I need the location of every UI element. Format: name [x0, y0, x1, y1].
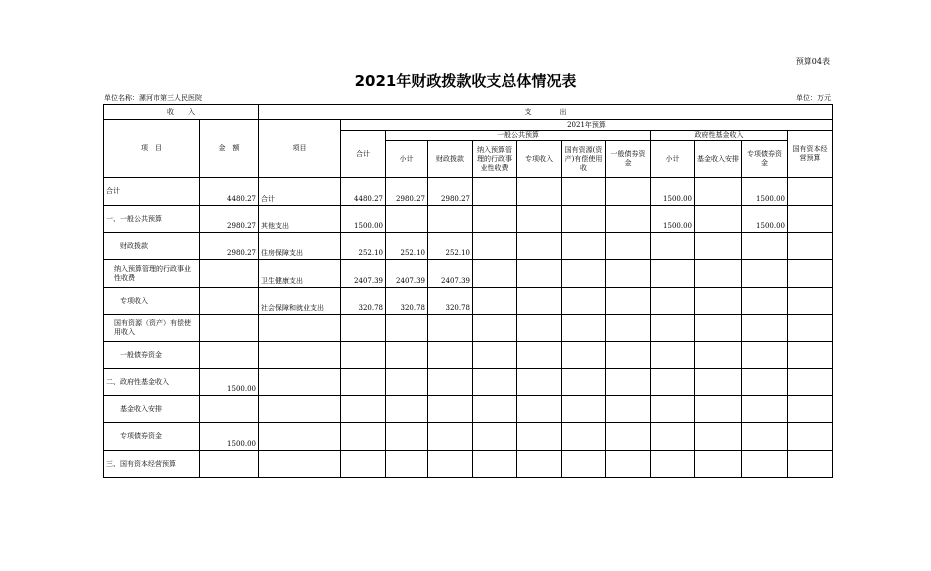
unit-name: 单位名称：漯河市第三人民医院: [104, 94, 202, 102]
naru-header: 纳入预算管理的行政事业性收费: [473, 141, 517, 178]
farrange-cell: [695, 342, 742, 369]
farrange-cell: [695, 315, 742, 342]
farrange-cell: [695, 233, 742, 260]
debt-cell: [606, 423, 651, 451]
debt-cell: [606, 342, 651, 369]
sub-cell: 320.78: [386, 288, 428, 315]
special-cell: [517, 369, 562, 396]
fbond-cell: [742, 288, 788, 315]
fbond-cell: [742, 451, 788, 478]
exp-cell: [259, 369, 341, 396]
fsub-cell: [651, 315, 695, 342]
naru-cell: [473, 451, 517, 478]
farrange-cell: [695, 369, 742, 396]
total-cell: 320.78: [341, 288, 386, 315]
income-item-cell: 专项收入: [104, 288, 200, 315]
naru-cell: [473, 342, 517, 369]
fiscal-cell: [428, 206, 473, 233]
fbond-cell: [742, 423, 788, 451]
capital-cell: [788, 206, 833, 233]
fbond-cell: [742, 396, 788, 423]
fsub-cell: [651, 396, 695, 423]
fiscal-header: 财政拨款: [428, 141, 473, 178]
table-row: [104, 315, 833, 342]
table-row: [104, 396, 833, 423]
subtotal-header: 小计: [386, 141, 428, 178]
naru-cell: [473, 315, 517, 342]
fiscal-cell: 2980.27: [428, 178, 473, 206]
total-cell: 4480.27: [341, 178, 386, 206]
fsub-cell: [651, 288, 695, 315]
capital-cell: [788, 369, 833, 396]
total-cell: [341, 451, 386, 478]
capital-cell: [788, 260, 833, 288]
farrange-cell: [695, 178, 742, 206]
asset-cell: [562, 178, 606, 206]
fiscal-cell: 320.78: [428, 288, 473, 315]
special-cell: [517, 315, 562, 342]
naru-cell: [473, 369, 517, 396]
debt-cell: [606, 288, 651, 315]
item-header: 项 目: [104, 120, 200, 178]
debt-cell: [606, 396, 651, 423]
debt-header: 一般债券资金: [606, 141, 651, 178]
income-amount-cell: [200, 260, 259, 288]
exp-cell: 合计: [259, 178, 341, 206]
income-amount-cell: [200, 288, 259, 315]
income-item-cell: 国有资源（资产）有偿使用收入: [104, 315, 200, 342]
sub-cell: [386, 451, 428, 478]
capital-cell: [788, 233, 833, 260]
table-row: [104, 342, 833, 369]
fiscal-cell: 252.10: [428, 233, 473, 260]
naru-cell: [473, 206, 517, 233]
exp-cell: [259, 342, 341, 369]
table-row: [104, 451, 833, 478]
asset-cell: [562, 260, 606, 288]
table-row: [104, 206, 833, 233]
capital-cell: [788, 423, 833, 451]
asset-cell: [562, 451, 606, 478]
capital-cell: [788, 178, 833, 206]
sub-cell: [386, 206, 428, 233]
fbond-cell: [742, 369, 788, 396]
income-item-cell: 基金收入安排: [104, 396, 200, 423]
special-cell: [517, 178, 562, 206]
exp-cell: [259, 396, 341, 423]
gov-fund-header: 政府性基金收入: [651, 131, 788, 141]
farrange-cell: [695, 206, 742, 233]
fiscal-cell: [428, 396, 473, 423]
total-cell: [341, 396, 386, 423]
sub-cell: [386, 396, 428, 423]
income-amount-cell: 4480.27: [200, 178, 259, 206]
income-amount-cell: [200, 342, 259, 369]
fiscal-cell: [428, 369, 473, 396]
naru-cell: [473, 396, 517, 423]
fsub-cell: [651, 423, 695, 451]
unit-measure: 单位：万元: [796, 94, 831, 102]
sub-cell: [386, 315, 428, 342]
special-cell: [517, 342, 562, 369]
table-row: [104, 178, 833, 206]
fund-subtotal-header: 小计: [651, 141, 695, 178]
page-title: 2021年财政拨款收支总体情况表: [354, 72, 577, 90]
fsub-cell: [651, 233, 695, 260]
total-cell: [341, 342, 386, 369]
fiscal-cell: [428, 451, 473, 478]
special-cell: [517, 396, 562, 423]
fiscal-cell: [428, 315, 473, 342]
table-row: [104, 423, 833, 451]
total-cell: 2407.39: [341, 260, 386, 288]
budget-table: [103, 104, 833, 478]
income-amount-cell: 1500.00: [200, 423, 259, 451]
state-asset-header: 国有资源(资产)有偿使用收: [562, 141, 606, 178]
asset-cell: [562, 288, 606, 315]
income-amount-cell: [200, 315, 259, 342]
farrange-cell: [695, 451, 742, 478]
asset-cell: [562, 233, 606, 260]
capital-cell: [788, 396, 833, 423]
fsub-cell: [651, 260, 695, 288]
fsub-cell: [651, 369, 695, 396]
sub-cell: 2980.27: [386, 178, 428, 206]
fund-bond-header: 专项债券资金: [742, 141, 788, 178]
exp-item-header: 项目: [259, 120, 341, 178]
table-row: [104, 288, 833, 315]
income-amount-cell: 1500.00: [200, 369, 259, 396]
expense-header: 支 出: [259, 105, 833, 120]
fbond-cell: [742, 342, 788, 369]
exp-cell: [259, 451, 341, 478]
fbond-cell: [742, 260, 788, 288]
fbond-cell: [742, 233, 788, 260]
income-amount-cell: [200, 451, 259, 478]
income-item-cell: 专项债券资金: [104, 423, 200, 451]
fiscal-cell: 2407.39: [428, 260, 473, 288]
state-capital-header: 国有资本经营预算: [788, 131, 833, 178]
special-cell: [517, 288, 562, 315]
farrange-cell: [695, 396, 742, 423]
sub-cell: [386, 342, 428, 369]
sub-cell: 252.10: [386, 233, 428, 260]
income-header: 收 入: [104, 105, 259, 120]
sub-cell: [386, 369, 428, 396]
income-item-cell: 一般债券资金: [104, 342, 200, 369]
income-item-cell: 纳入预算管理的行政事业性收费: [104, 260, 200, 288]
asset-cell: [562, 369, 606, 396]
year-budget-header: 2021年预算: [341, 120, 833, 131]
fbond-cell: 1500.00: [742, 206, 788, 233]
sub-cell: [386, 423, 428, 451]
debt-cell: [606, 315, 651, 342]
capital-cell: [788, 288, 833, 315]
income-item-cell: 三、国有资本经营预算: [104, 451, 200, 478]
asset-cell: [562, 423, 606, 451]
asset-cell: [562, 315, 606, 342]
farrange-cell: [695, 260, 742, 288]
special-cell: [517, 233, 562, 260]
special-cell: [517, 423, 562, 451]
special-header: 专项收入: [517, 141, 562, 178]
capital-cell: [788, 315, 833, 342]
special-cell: [517, 260, 562, 288]
income-amount-cell: 2980.27: [200, 233, 259, 260]
debt-cell: [606, 369, 651, 396]
sub-cell: 2407.39: [386, 260, 428, 288]
farrange-cell: [695, 288, 742, 315]
exp-cell: [259, 315, 341, 342]
income-item-cell: 二、政府性基金收入: [104, 369, 200, 396]
fbond-cell: 1500.00: [742, 178, 788, 206]
exp-cell: 住房保障支出: [259, 233, 341, 260]
debt-cell: [606, 451, 651, 478]
exp-cell: 卫生健康支出: [259, 260, 341, 288]
fbond-cell: [742, 315, 788, 342]
farrange-cell: [695, 423, 742, 451]
total-cell: [341, 369, 386, 396]
naru-cell: [473, 423, 517, 451]
income-amount-cell: 2980.27: [200, 206, 259, 233]
naru-cell: [473, 178, 517, 206]
fsub-cell: [651, 451, 695, 478]
fsub-cell: [651, 342, 695, 369]
fiscal-cell: [428, 342, 473, 369]
debt-cell: [606, 233, 651, 260]
income-item-cell: 财政拨款: [104, 233, 200, 260]
naru-cell: [473, 260, 517, 288]
asset-cell: [562, 396, 606, 423]
asset-cell: [562, 206, 606, 233]
capital-cell: [788, 451, 833, 478]
total-cell: 1500.00: [341, 206, 386, 233]
form-code: 预算04表: [795, 57, 830, 66]
debt-cell: [606, 260, 651, 288]
capital-cell: [788, 342, 833, 369]
income-amount-cell: [200, 396, 259, 423]
income-item-cell: 合计: [104, 178, 200, 206]
table-row: [104, 260, 833, 288]
debt-cell: [606, 206, 651, 233]
fiscal-cell: [428, 423, 473, 451]
exp-cell: [259, 423, 341, 451]
total-cell: [341, 315, 386, 342]
general-budget-header: 一般公共预算: [386, 131, 651, 141]
debt-cell: [606, 178, 651, 206]
amount-header: 金 额: [200, 120, 259, 178]
exp-cell: 社会保障和就业支出: [259, 288, 341, 315]
naru-cell: [473, 288, 517, 315]
total-cell: [341, 423, 386, 451]
table-row: [104, 233, 833, 260]
total-header: 合计: [341, 131, 386, 178]
asset-cell: [562, 342, 606, 369]
exp-cell: 其他支出: [259, 206, 341, 233]
special-cell: [517, 451, 562, 478]
special-cell: [517, 206, 562, 233]
total-cell: 252.10: [341, 233, 386, 260]
table-row: [104, 369, 833, 396]
income-item-cell: 一、一般公共预算: [104, 206, 200, 233]
naru-cell: [473, 233, 517, 260]
fsub-cell: 1500.00: [651, 178, 695, 206]
fund-arrange-header: 基金收入安排: [695, 141, 742, 178]
fsub-cell: 1500.00: [651, 206, 695, 233]
